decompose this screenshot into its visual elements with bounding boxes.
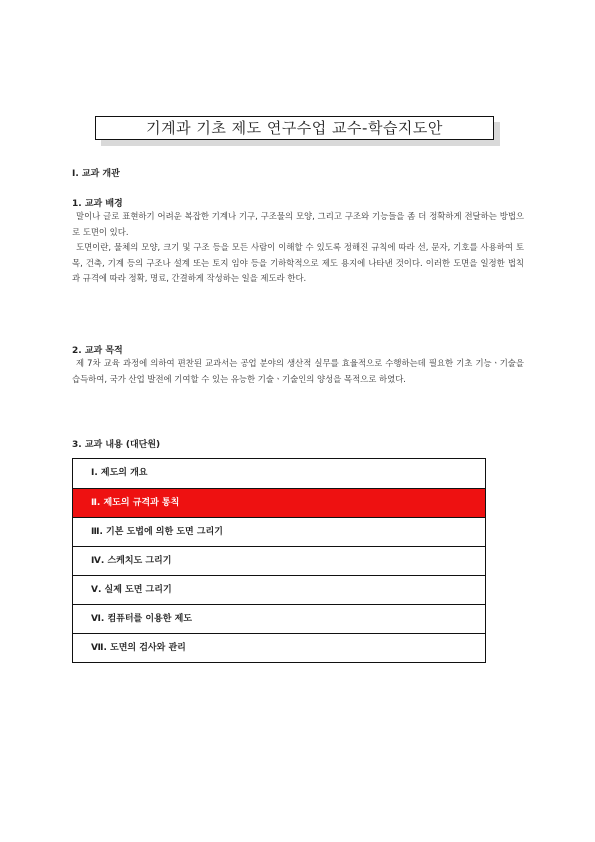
- unit-table: [72, 458, 486, 663]
- unit-row: Ⅲ. 기본 도법에 의한 도면 그리기: [73, 517, 485, 546]
- heading-content: 3. 교과 내용 (대단원): [72, 440, 161, 450]
- background-paragraph-1: 말이나 글로 표현하기 어려운 복잡한 기계나 기구, 구조물의 모양, 그리고 구조와 기능들을 좀 더 정확하게 전달하는 방법으로 도면이 있다.: [72, 211, 524, 237]
- unit-row: Ⅳ. 스케치도 그리기: [73, 546, 485, 575]
- unit-row-highlighted: Ⅱ. 제도의 규격과 통칙: [73, 488, 485, 517]
- unit-row: Ⅶ. 도면의 검사와 관리: [73, 633, 485, 662]
- unit-row: Ⅴ. 실제 도면 그리기: [73, 575, 485, 604]
- document-title: 기계과 기초 제도 연구수업 교수-학습지도안: [95, 116, 494, 140]
- purpose-paragraph: 제 7차 교육 과정에 의하여 편찬된 교과서는 공업 분야의 생산적 실무를 효율적으로 수행하는데 필요한 기초 기능ㆍ기술을 습득하여, 국가 산업 발전에 기여할 수 있는 유능한 기술ㆍ기술인의 양성을 목적으로 하였다.: [72, 358, 524, 384]
- background-paragraph-2: 도면이란, 물체의 모양, 크기 및 구조 등을 모든 사람이 이해할 수 있도록 정해진 규칙에 따라 선, 문자, 기호를 사용하여 토목, 건축, 기계 등의 구조나 설계 또는 토지 임야 등을 기하학적으로 제도 용지에 나타낸 것이다. 이러한 도면을 일정한 법칙과 규격에 따라 정확, 명료, 간결하게 작성하는 일을 제도라 한다.: [72, 242, 524, 283]
- purpose-text: [72, 356, 524, 387]
- heading-background: 1. 교과 배경: [72, 199, 123, 209]
- section-heading-overview: Ⅰ. 교과 개관: [72, 169, 120, 179]
- unit-row: Ⅵ. 컴퓨터를 이용한 제도: [73, 604, 485, 633]
- heading-purpose: 2. 교과 목적: [72, 346, 123, 356]
- title-block: [95, 116, 494, 140]
- unit-row: Ⅰ. 제도의 개요: [91, 468, 148, 478]
- background-text: [72, 209, 524, 287]
